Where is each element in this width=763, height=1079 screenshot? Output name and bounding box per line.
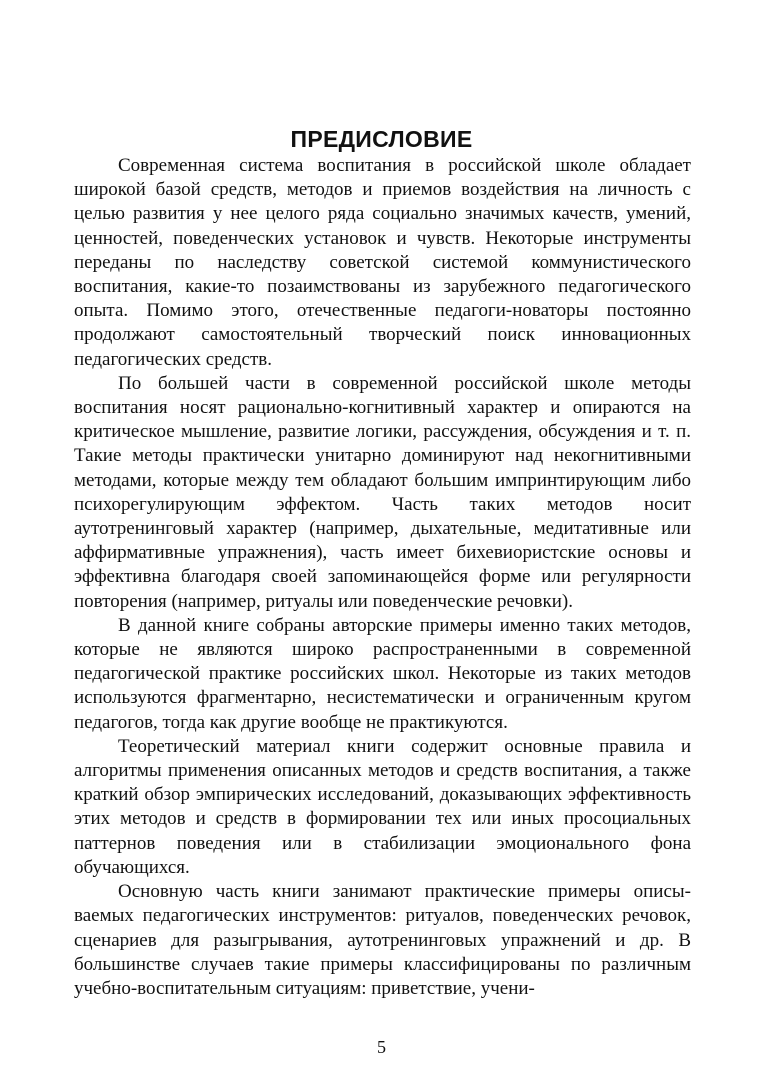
paragraph-1: Современная система воспитания в российской школе обладает широкой базой средств, методов и приемов воздействия на личность с целью развития у нее целого ряда социально значимых качеств, умений, ценностей, поведенческих установок и чувств. Некоторые инструменты переданы по наследству советской системой коммунистического воспитания, какие-то позаимствованы из зарубежного педагогического опыта. Помимо этого, отечественные педагоги-новаторы постоянно продолжают самостоятельный творческий поиск инновационных педагогических средств. [74, 155, 691, 370]
page-title: ПРЕДИСЛОВИЕ [290, 126, 473, 153]
paragraph-2: По большей части в современной российской школе методы воспитания носят рационально-когнитивный характер и опираются на критическое мышление, развитие логики, рассуждения, обсуждения и т. п. Такие методы практически унитарно доминируют над некогнитивными методами, которые между тем обладают большим импринтирующим либо психорегулирующим эффектом. Часть таких методов носит аутотренинговый характер (например, дыхательные, медитативные или аффирмативные упражнения), часть имеет бихевиористские основы и эффективна благодаря своей запоминающейся форме или регулярности повторения (например, ритуалы или поведенческие речовки). [74, 372, 691, 612]
paragraph-5: Основную часть книги занимают практические примеры описываемых педагогических инструментов: ритуалов, поведенческих речовок, сценариев для разыгрывания, аутотренинговых упражнений и др. В большинстве случаев такие примеры классифицированы по различным учебно-воспитательным ситуациям: приветствие, учени- [74, 881, 691, 999]
paragraph-3: В данной книге собраны авторские примеры именно таких методов, которые не являются широко распространенными в современной педагогической практике российских школ. Некоторые из таких методов используются фрагментарно, несистематически и ограниченным кругом педагогов, тогда как другие вообще не практикуются. [74, 614, 691, 733]
page-number: 5 [377, 1037, 386, 1057]
paragraph-4: Теоретический материал книги содержит основные правила и алгоритмы применения описанных методов и средств воспитания, а также краткий обзор эмпирических исследований, доказывающих эффективность этих методов и средств в формировании тех или иных просоциальных паттернов поведения или в стабилизации эмоционального фона обучающихся. [74, 735, 691, 878]
preface-body [74, 154, 691, 1001]
